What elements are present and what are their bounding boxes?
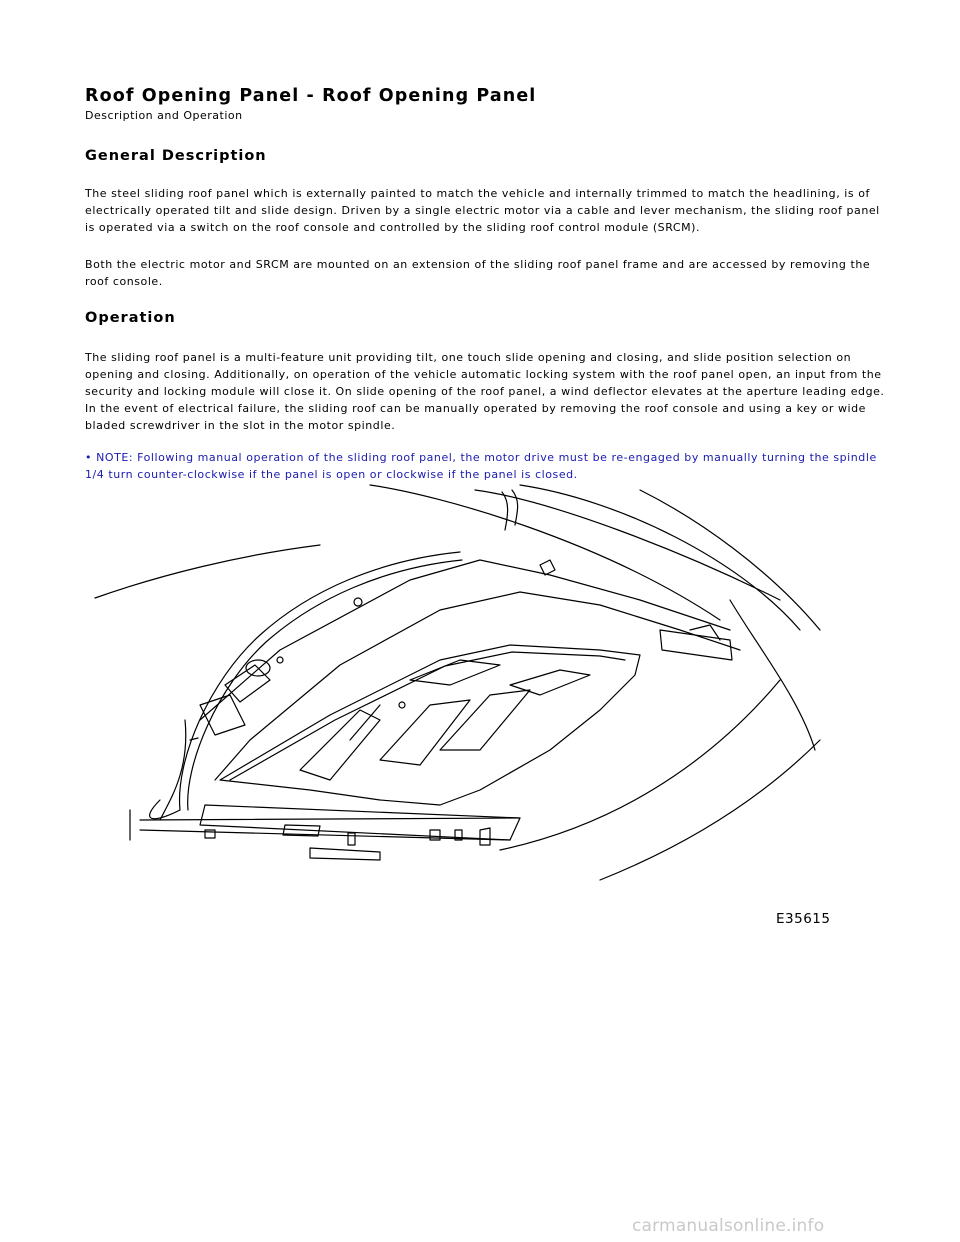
section-heading-general-description: General Description [85,148,267,164]
figure-label: E35615 [776,911,831,927]
sliding-roof-illustration [80,480,840,940]
page-title: Roof Opening Panel - Roof Opening Panel [85,86,537,106]
operation-paragraph: The sliding roof panel is a multi-feature unit providing tilt, one touch slide opening and closing, and slide position selection on opening and closing. Additionally, on operation of the vehicle automatic locking system with the roof panel open, an input from the security and locking module will close it. On slide opening of the roof panel, a wind deflector elevates at the aperture leading edge. In the event of electrical failure, the sliding roof can be manually operated by removing the roof console and using a key or wide bladed screwdriver in the slot in the motor spindle. [85,351,885,432]
page-subtitle: Description and Operation [85,109,243,122]
general-description-paragraph-1: The steel sliding roof panel which is externally painted to match the vehicle and internally trimmed to match the headlining, is of electrically operated tilt and slide design. Driven by a single electric motor via a cable and lever mechanism, the sliding roof panel is operated via a switch on the roof console and controlled by the sliding roof control module (SRCM). [85,187,880,234]
note-text: • NOTE: Following manual operation of the sliding roof panel, the motor drive must be re-engaged by manually turning the spindle 1/4 turn counter-clockwise if the panel is open or clockwise if the panel is closed. [85,451,877,481]
watermark-text: carmanualsonline.info [632,1216,825,1236]
general-description-paragraph-2: Both the electric motor and SRCM are mounted on an extension of the sliding roof panel frame and are accessed by removing the roof console. [85,258,871,288]
section-heading-operation: Operation [85,310,176,326]
